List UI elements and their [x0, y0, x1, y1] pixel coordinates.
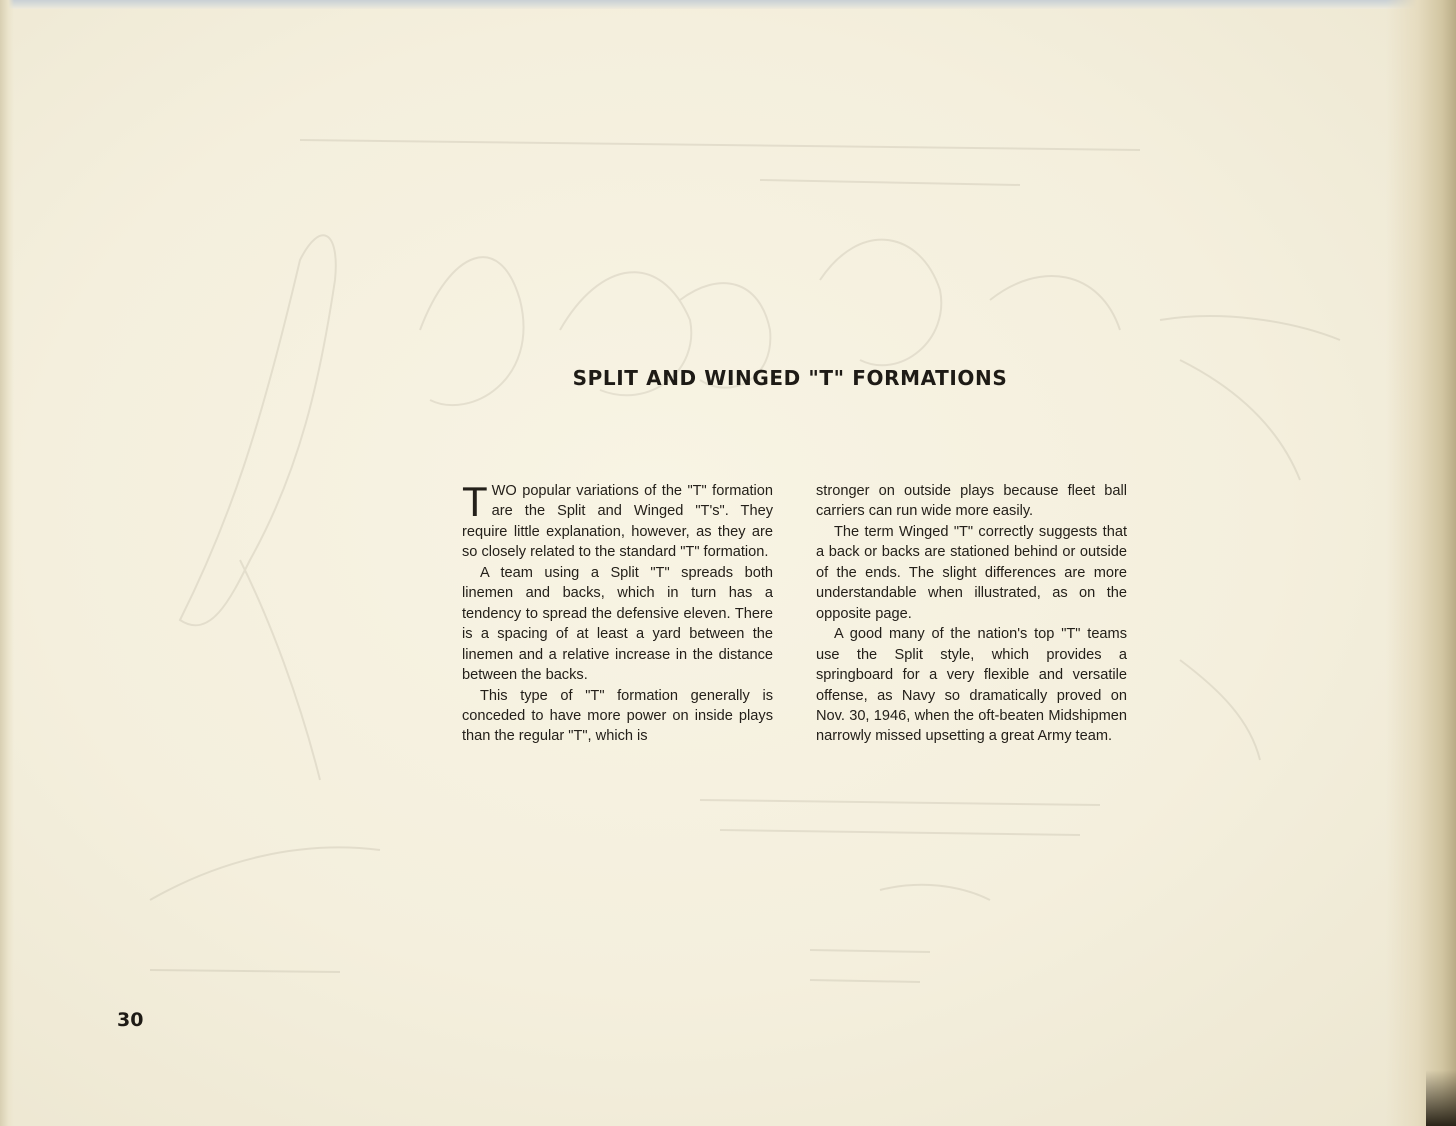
article-paragraph: A good many of the nation's top "T" teams use the Split style, which provides a springboard for a very flexible and versatile offense, as Navy so dramatically proved on Nov. 30, 1946, when the oft-beaten Midshipmen narrowly missed upsetting a great Army team. [816, 626, 1127, 745]
article-paragraph [462, 478, 773, 563]
drop-cap: T [462, 478, 488, 525]
article-paragraph: stronger on outside plays because fleet ball carriers can run wide more easily. [816, 483, 1127, 520]
article-paragraph: The term Winged "T" correctly suggests that a back or backs are stationed behind or outside of the ends. The slight differences are more understandable when illustrated, as on the opposite page. [816, 523, 1127, 622]
page-number: 30 [117, 1009, 144, 1031]
article-paragraph: This type of "T" formation generally is conceded to have more power on inside plays than the regular "T", which is [462, 687, 773, 745]
article-column-left [462, 478, 773, 747]
page-title: SPLIT AND WINGED "T" FORMATIONS [572, 366, 1008, 390]
spine-shadow [1426, 1070, 1456, 1126]
article-paragraph: A team using a Split "T" spreads both linemen and backs, which in turn has a tendency to spread the defensive eleven. There is a spacing of at least a yard between the linemen and a relative increase in the distance between the backs. [462, 564, 773, 684]
article-column-right [816, 481, 1127, 747]
page-curl-shadow [1386, 0, 1456, 1126]
paragraph-text: WO popular variations of the "T" formation are the Split and Winged "T's". They require little explanation, however, as they are so closely related to the standard "T" formation. [462, 483, 773, 561]
